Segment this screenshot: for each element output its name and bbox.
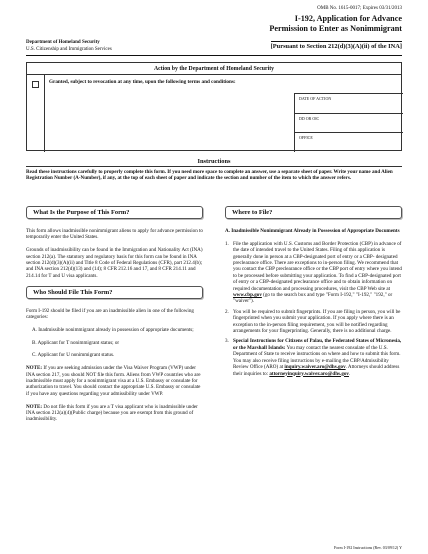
where-item-1 [225, 241, 402, 305]
category-b: B. Applicant for T nonimmigrant status; or [32, 339, 120, 346]
public-charge-note-text: Do not file this form if you are a T visa applicant who is inadmissible under INA section 212(a)(4)(Public charge) because you are exempt from this ground of inadmissibility. [26, 403, 198, 423]
office-use-column [294, 93, 403, 152]
item-3-text: You may contact the nearest consulate of the U.S. Department of State to receive instructions on where and how to submit this form. You may also receive filing instructions by e-mailing the CBP/Admissibility Review Office (ARO) at [233, 344, 401, 371]
vwp-note-label: NOTE: [26, 365, 43, 372]
vwp-note [26, 365, 203, 397]
item-1-text: File the application with U.S. Customs and Border Protection (CBP) in advance of the date of intended travel to the United States. Filing of this application is generally done in person at a CBP-designated port of entry or a CBP- designated preclearance office. There are exceptions to in-person filing. We recommend that you contact the CBP preclearance office or the CBP port of entry where you intend to be processed before submitting your application. To find a CBP-designated port of entry or a CBP-designated preclearance office and to obtain information on required documentation and processing procedures, visit the CBP Web site at [233, 240, 402, 292]
date-of-action-field[interactable] [294, 93, 403, 113]
department-name: Department of Homeland Security [26, 40, 100, 45]
category-a: A. Inadmissible nonimmigrant already in possession of appropriate documents; [32, 326, 194, 333]
office-field[interactable] [294, 132, 403, 152]
purpose-heading: What Is the Purpose of This Form? [26, 206, 203, 219]
form-title-line1: I-192, Application for Advance [294, 14, 402, 23]
form-subtitle: [Pursuant to Section 212(d)(3)(A)(ii) of the INA] [270, 43, 402, 50]
item-3-text-end: . [348, 370, 351, 377]
public-charge-note [26, 404, 203, 423]
cbp-website-link[interactable]: www.cbp.gov [233, 292, 262, 299]
dd-or-oic-label: DD OR OIC [299, 115, 320, 121]
item-2-text: You will be required to submit fingerprints. If you are filing in person, you will be fingerprinted when you submit your application. If you apply where there is an exception to the in-person filing requirement, you will be notified regarding arrangements for your fingerprinting. Generally, there is no additional charge. [233, 308, 401, 335]
section-a-title: A. Inadmissible Nonimmigrant Already in Possession of Appropriate Documents [225, 228, 400, 234]
omb-number: OMB No. 1615-0017; Expires 03/31/2013 [317, 6, 402, 11]
who-should-file-heading: Who Should File This Form? [26, 286, 203, 299]
item-3-text-mid: . Attorneys should address their inquiries to: [233, 364, 400, 377]
public-charge-note-label: NOTE: [26, 403, 43, 410]
action-box-heading: Action by the Department of Homeland Security [27, 63, 401, 75]
dd-or-oic-field[interactable] [294, 113, 403, 133]
dhs-action-box [26, 62, 402, 151]
category-c: C. Applicant for U nonimmigrant status. [32, 352, 115, 359]
page-footer: Form I-192 Instructions (Rev. 03/09/12) Y [333, 545, 402, 550]
instructions-title: Instructions [197, 158, 231, 165]
item-3-bold-text: Special Instructions for Citizens of Palau, the Federated States of Micronesia, or the Marshall Islands: [233, 338, 402, 351]
item-1-number: 1. [225, 240, 229, 247]
agency-name: U.S. Citizenship and Immigration Services [26, 46, 112, 52]
purpose-paragraph-1: This form allows inadmissible nonimmigrant aliens to apply for advance permission to temporarily enter the United States. [26, 228, 203, 241]
where-to-file-heading: Where to File? [225, 206, 402, 219]
office-label: OFFICE [299, 135, 313, 141]
agency-block [26, 40, 112, 53]
item-3-number: 3. [225, 338, 229, 345]
who-should-file-intro: Form I-192 should be filed if you are an inadmissible alien in one of the following categories: [26, 307, 194, 321]
right-column [225, 206, 402, 381]
form-title [192, 14, 402, 34]
header-divider [26, 55, 402, 56]
attorney-email-link[interactable]: attorneyinquiry.waiver.aro@dhs.gov [269, 370, 349, 377]
date-of-action-label: DATE OF ACTION [299, 96, 332, 101]
item-2-number: 2. [225, 308, 229, 315]
section-a-heading [225, 228, 402, 234]
granted-checkbox[interactable] [32, 81, 39, 88]
action-box-divider [44, 75, 45, 152]
purpose-paragraph-2: Grounds of inadmissibility can be found in the Immigration and Nationality Act (INA) section 212(a). The statutory and regulatory basis for this form can be found in INA section 212(d)(3)(A)(ii) and Title 8 Code of Federal Regulations (CFR), part 212.4(b); and INA section 212(d)(13) and (14); 8 CFR 212.16 and 17, and 8 CFR 214.11 and 214.14 for T and U visa applicants. [26, 247, 203, 279]
form-title-line2: Permission to Enter as Nonimmigrant [269, 24, 402, 33]
where-item-3 [225, 338, 402, 376]
granted-conditions-text: Granted, subject to revocation at any time, upon the following terms and conditions: [49, 79, 236, 85]
instructions-divider [26, 166, 402, 167]
instructions-intro: Read these instructions carefully to properly complete this form. If you need more space to complete an answer, use a separate sheet of paper. Write your name and Alien Registration Number (A-Number), if any, at the top of each sheet of paper and indicate the section and number of the item to which the answer refers. [26, 169, 393, 182]
where-item-2 [225, 309, 402, 335]
aro-email-link[interactable]: inquiry.waiver.aro@dhs.gov [284, 364, 346, 371]
vwp-note-text: If you are seeking admission under the Visa Waiver Program (VWP) under INA section 217, you should NOT file this form. Aliens from VWP countries who are inadmissible must apply for a nonimmigrant visa at a U.S. Embassy or consulate for authorization to travel. You should contact the appropriate U.S. Embassy or consulate if you have any questions regarding your admissibility under VWP. [26, 365, 201, 397]
item-1-text-end: (go to the search box and type "Form I-192," "I-192," "192," or "waiver"). [233, 292, 393, 305]
left-column [26, 206, 203, 429]
